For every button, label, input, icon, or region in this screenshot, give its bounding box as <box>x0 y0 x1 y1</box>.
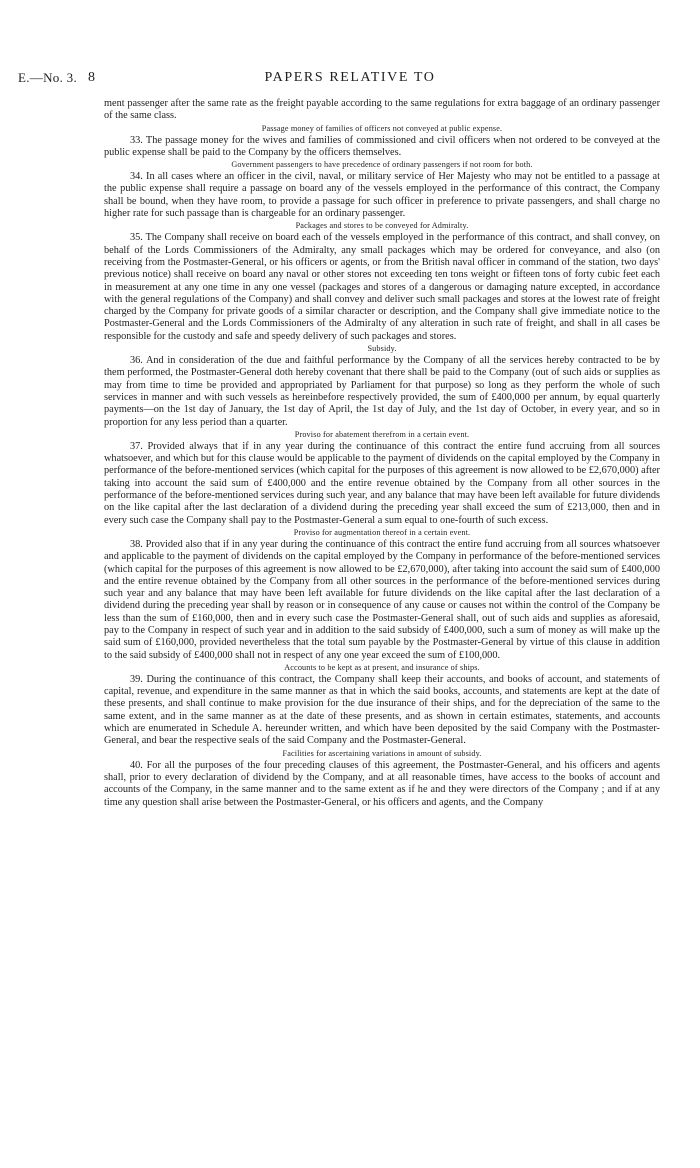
marginal-note: Subsidy. <box>367 344 397 354</box>
page-header <box>0 70 700 90</box>
marginal-note: Proviso for abatement therefrom in a certain event. <box>294 429 470 439</box>
document-reference: E.—No. 3. <box>18 70 78 85</box>
clause-40: 40. For all the purposes of the four preceding clauses of this agreement, the Postmaster-General, and his officers and agents shall, prior to every declaration of dividend by the Company, and at all reasonable times, have access to the books of account and accounts of the Company, in the same manner and to the same extent as if he and they were directors of the Company ; and if at any time any question shall arise between the Postmaster-General, or his officers and agents, and the Company <box>104 759 660 808</box>
clause-39: 39. During the continuance of this contract, the Company shall keep their accounts, and books of account, and statements of capital, revenue, and expenditure in the same manner as that in which the said books, accounts, and statements are kept at the date of these presents, and shall continue to make provision for the due insurance of their ships, and for the depreciation of the same to the same extent, and in the same manner as at the date of these presents, and as shown in certain estimates, statements, and accounts which are enumerated in Schedule A. hereunder written, and which have been deposited by the said Company with the Postmaster-General, and bear the respective seals of the said Company and the Postmaster-General. <box>104 673 660 747</box>
clause-34: 34. In all cases where an officer in the civil, naval, or military service of Her Majesty who may not be entitled to a passage at the public expense shall require a passage on board any of the vessels employed in the performance of this contract, the Company shall be bound, when they have room, to provide a passage for such officer in preference to private passengers, and shall charge no higher rate for such passage than is chargeable for an ordinary passenger. <box>104 171 660 220</box>
marginal-note: Government passengers to have precedence of ordinary passengers if not room for both. <box>231 160 533 170</box>
marginal-note: Facilities for ascertaining variations in amount of subsidy. <box>282 748 482 758</box>
clause-35: 35. The Company shall receive on board each of the vessels employed in the performance of this contract, and shall convey, on behalf of the Lords Commissioners of the Admiralty, any small packages which may be ordered for conveyance, and also (on receiving from the Postmaster-General, or his officers or agents, or from the British naval officer in command of the station, two days' previous notice) shall receive on board any naval or other stores not exceeding ten tons weight or fifteen tons of forty cubic feet each in measurement at any one time in any one vessel (packages and stores of a dangerous or damaging nature excepted, in accordance with the general regulations of the Company) and shall convey and deliver such small packages and stores at the lowest rate of freight charged by the Company for private goods of a similar character or description, and the Company shall give immediate notice to the Postmaster-General and the Lords Commissioners of the Admiralty of any alteration in such rate of freight, and shall in all cases be responsible for the custody and safe and speedy delivery of such packages and stores. <box>104 232 660 342</box>
paragraph: ment passenger after the same rate as the freight payable according to the same regulations for extra baggage of an ordinary passenger of the same class. <box>104 98 660 122</box>
page-number: 8 <box>88 70 95 85</box>
clause-36: 36. And in consideration of the due and faithful performance by the Company of all the services hereby contracted to be by them performed, the Postmaster-General doth hereby covenant that there shall be paid to the Company (out of such aids or supplies as may from time to time be provided and appropriated by Parliament for that purpose) so long as they perform the whole of such services in manner and with such vessels as hereinbefore respectively provided, the sum of £400,000 per annum, by equal quarterly payments—on the 1st day of January, the 1st day of April, the 1st day of July, and the 1st day of October, in every year, and so in proportion for any less period than a quarter. <box>104 355 660 428</box>
marginal-note: Packages and stores to be conveyed for Admiralty. <box>295 221 469 231</box>
marginal-note: Proviso for augmentation thereof in a certain event. <box>293 527 471 537</box>
clause-33: 33. The passage money for the wives and families of commissioned and civil officers when not ordered to be conveyed at the public expense shall be paid to the Company by the officers themselves. <box>104 134 660 158</box>
running-title: PAPERS RELATIVE TO <box>264 70 436 85</box>
clause-38: 38. Provided also that if in any year during the continuance of this contract the entire fund accruing from all sources whatsoever and applicable to the payment of dividends on the capital employed by the Company in performance of the before-mentioned services (which capital for the purposes of this agreement is now allowed to be £2,670,000), after taking into account the said sum of £400,000 and the entire revenue obtained by the Company from all other sources in the performance of the before-mentioned services during such year and any balance that may have been left available for future dividends on the like capital after the last declaration of a dividend during the preceding year shall by reason or in consequence of any cause or causes not within the control of the Company be less than the sum of £160,000, then and in every such case the Postmaster-General shall, out of such aids and supplies as aforesaid, pay to the Company in respect of such year and in addition to the said subsidy of £400,000, such a sum of money as will make up the said sum of £160,000, provided nevertheless that the total sum payable by the Postmaster-General by virtue of this clause in addition to the said subsidy of £400,000 shall not in respect of any one year exceed the sum of £100,000. <box>104 538 660 661</box>
marginal-note: Passage money of families of officers not conveyed at public expense. <box>261 123 503 133</box>
marginal-note: Accounts to be kept as at present, and insurance of ships. <box>284 662 480 672</box>
clause-37: 37. Provided always that if in any year during the continuance of this contract the entire fund accruing from all sources whatsoever, and which but for this clause would be applicable to the payment of dividends on the capital employed by the Company in performance of the before-mentioned services (which capital for the purposes of this agreement is now allowed to be £2,670,000) after taking into account the said sum of £400,000 and the entire revenue obtained by the Company from all other sources in the performance of the before-mentioned services during such year, and any balance that may have been left available for future dividends on the like capital after the last declaration of a dividend during the preceding year shall exceed the sum of £213,000, then and in every such case the Company shall pay to the Postmaster-General a sum equal to one-fourth of such excess. <box>104 440 660 526</box>
document-body <box>104 98 660 809</box>
